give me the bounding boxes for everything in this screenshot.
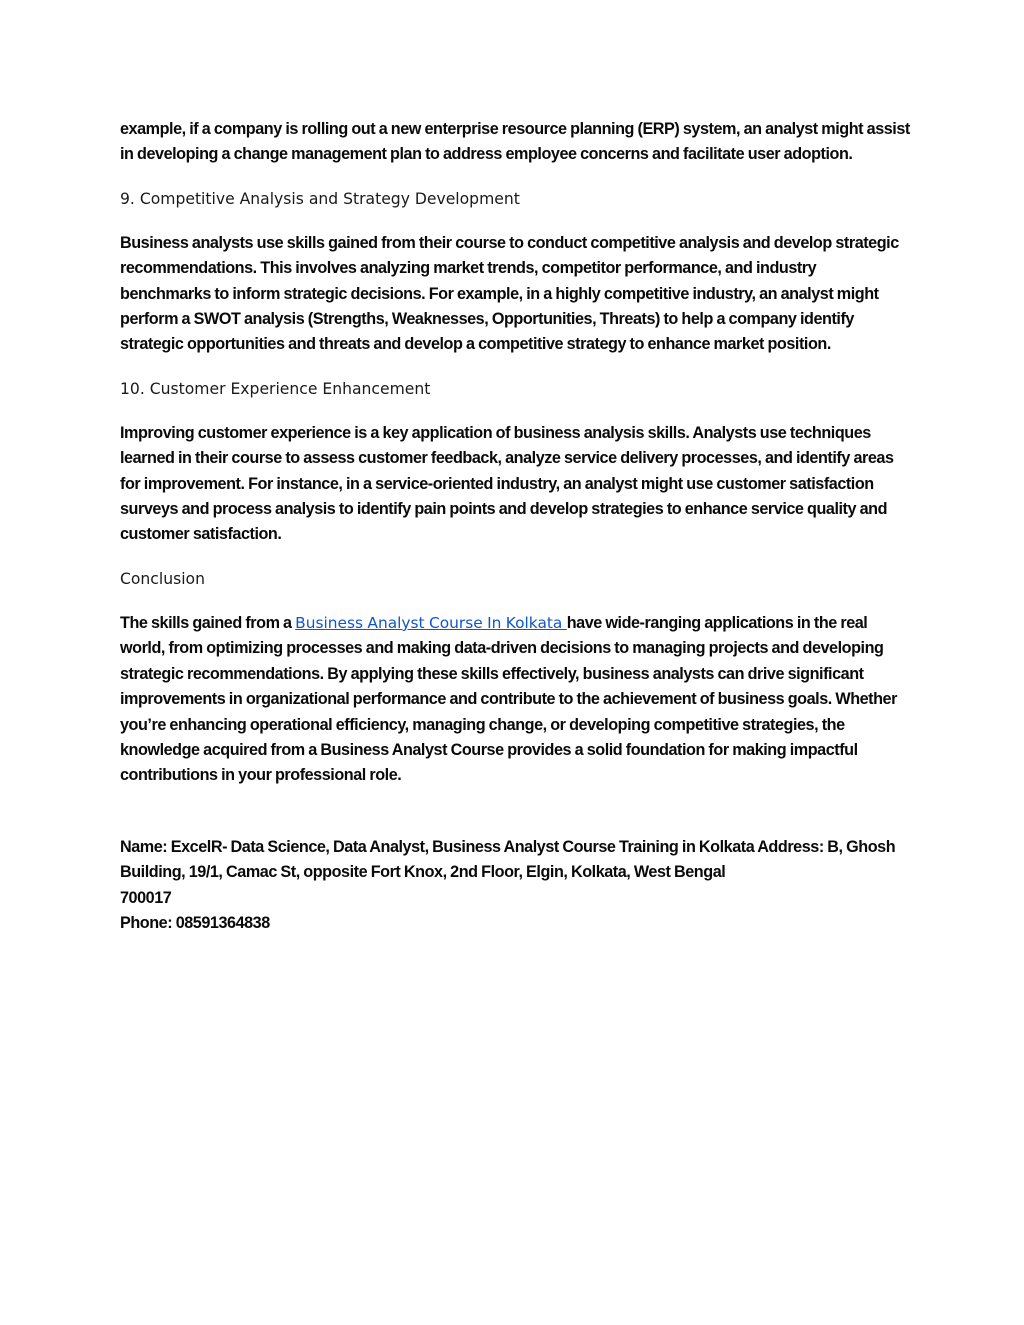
section-body-competitive-analysis: Business analysts use skills gained from their course to conduct competitive analysis and develop strategic recommendations. This involves analyzing market trends, competitor performance, and industry benchmarks to inform strategic decisions. For example, in a highly competitive industry, an analyst might perform a SWOT analysis (Strengths, Weaknesses, Opportunities, Threats) to help a company identify strategic opportunities and threats and develop a competitive strategy to enhance market position. [120,233,899,354]
contact-phone: Phone: 08591364838 [120,913,270,932]
contact-block [120,835,910,937]
contact-name-address: Name: ExcelR- Data Science, Data Analyst, Business Analyst Course Training in Kolkata Address: B, Ghosh Building, 19/1, Camac St, opposite Fort Knox, 2nd Floor, Elgin, Kolkata, West Bengal [120,837,896,882]
section-heading-competitive-analysis: 9. Competitive Analysis and Strategy Development [120,189,520,208]
section-body-customer-experience: Improving customer experience is a key application of business analysis skills. Analysts use techniques learned in their course to assess customer feedback, analyze service delivery processes, and identify areas for improvement. For instance, in a service-oriented industry, an analyst might use customer satisfaction surveys and process analysis to identify pain points and develop strategies to enhance service quality and customer satisfaction. [120,423,894,544]
document-page [120,117,910,936]
course-link[interactable]: Business Analyst Course In Kolkata [295,613,567,632]
conclusion-paragraph [120,611,910,789]
section-heading-customer-experience: 10. Customer Experience Enhancement [120,379,431,398]
conclusion-text-after-link: have wide-ranging applications in the real world, from optimizing processes and making data-driven decisions to managing projects and developing strategic recommendations. By applying these skills effectively, business analysts can drive significant improvements in organizational performance and contribute to the achievement of business goals. Whether you’re enhancing operational efficiency, managing change, or developing competitive strategies, the knowledge acquired from a Business Analyst Course provides a solid foundation for making impactful contributions in your professional role. [120,613,897,785]
intro-paragraph: example, if a company is rolling out a new enterprise resource planning (ERP) system, an analyst might assist in developing a change management plan to address employee concerns and facilitate user adoption. [120,120,910,164]
contact-postcode: 700017 [120,888,172,907]
conclusion-text-before-link: The skills gained from a [120,613,296,632]
conclusion-heading: Conclusion [120,569,205,588]
